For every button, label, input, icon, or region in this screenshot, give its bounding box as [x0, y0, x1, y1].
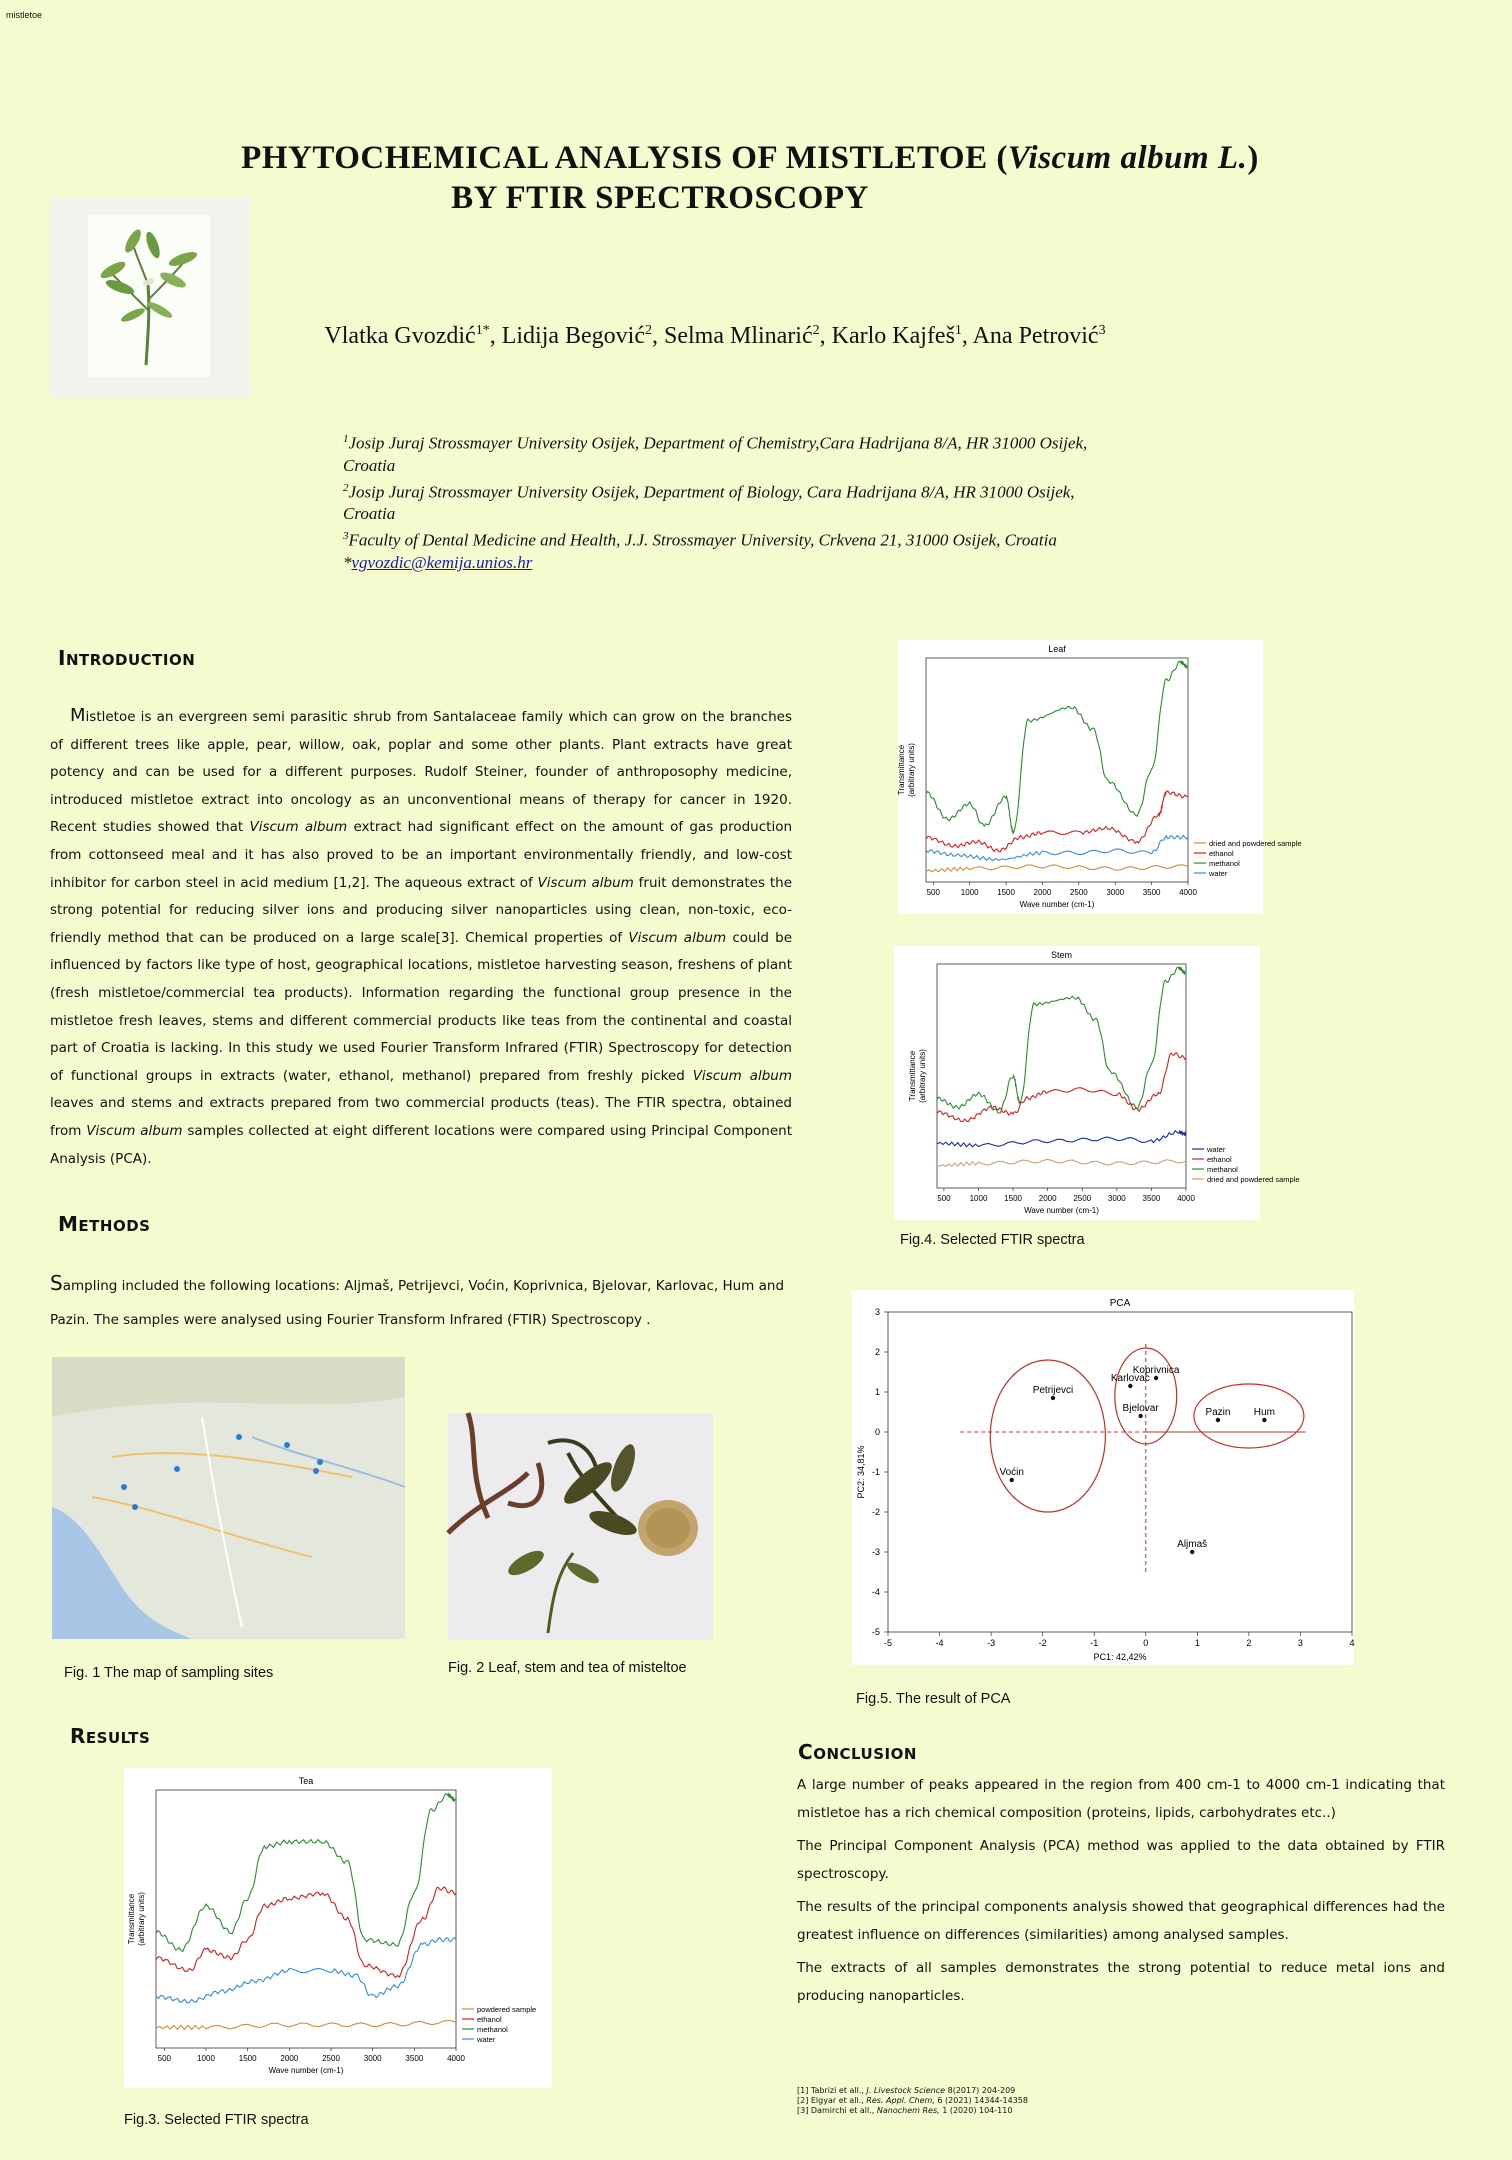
- x-tick-label: -2: [1038, 1638, 1047, 1648]
- title-line1: PHYTOCHEMICAL ANALYSIS OF MISTLETOE (Viscum album L.): [241, 140, 1259, 176]
- results-heading: RESULTS: [70, 1724, 151, 1748]
- legend-label: water: [1209, 869, 1228, 878]
- fig4-caption: Fig.4. Selected FTIR spectra: [900, 1232, 1085, 1248]
- legend-label: methanol: [1209, 859, 1240, 868]
- pca-chart: [852, 1290, 1354, 1665]
- leaf-stem-tea-photo: [448, 1413, 713, 1640]
- pca-point-label: Petrijevci: [1032, 1385, 1074, 1396]
- fig5-caption: Fig.5. The result of PCA: [856, 1691, 1011, 1707]
- introduction-heading: INTRODUCTION: [58, 646, 196, 670]
- pca-point: [1010, 1478, 1014, 1482]
- x-axis-label: Wave number (cm-1): [268, 2066, 344, 2075]
- series-line-0: [926, 865, 1188, 872]
- plot-frame: [888, 1312, 1352, 1632]
- x-tick-label: 4: [1349, 1638, 1355, 1648]
- x-tick-label: 1000: [969, 1194, 988, 1203]
- y-tick-label: -5: [871, 1627, 880, 1637]
- reference-3: [3] Damirchi et all., Nanochem Res, 1 (2020) 104-110: [797, 2106, 1013, 2115]
- pca-point: [1262, 1418, 1266, 1422]
- reference-2: [2] Elgyar et all., Res. Appl. Chem, 6 (2021) 14344-14358: [797, 2096, 1028, 2105]
- mistletoe-illustration: [50, 197, 250, 397]
- x-tick-label: 3500: [405, 2054, 424, 2063]
- pca-point-label: Koprivnica: [1132, 1365, 1180, 1376]
- affiliation-1: $^1$Josip Juraj Strossmayer University Osijek, Department of Chemistry,Cara Hadrijana 8/A, HR 31000 Osijek, Croatia: [343, 433, 1088, 475]
- x-tick-label: 2500: [1073, 1194, 1092, 1203]
- page-tab-label: mistletoe: [6, 10, 43, 20]
- references: [797, 2086, 1028, 2116]
- pca-point-label: Aljmaš: [1177, 1539, 1208, 1550]
- mistletoe-plant-icon: [88, 215, 210, 377]
- y-axis-label: (arbitrary units): [137, 1892, 146, 1946]
- x-tick-label: 500: [926, 888, 940, 897]
- stem-ftir-chart: [894, 946, 1300, 1220]
- x-tick-label: 2: [1246, 1638, 1252, 1648]
- x-tick-label: 3: [1297, 1638, 1303, 1648]
- chart-title: Stem: [1050, 950, 1073, 960]
- affiliations: [343, 428, 1123, 574]
- pca-point-label: Bjelovar: [1122, 1403, 1159, 1414]
- x-tick-label: 3500: [1142, 1194, 1161, 1203]
- y-axis-label: (arbitrary units): [918, 1049, 927, 1103]
- x-tick-label: 2500: [322, 2054, 340, 2063]
- y-axis-label: Transmittance: [908, 1050, 917, 1102]
- plot-frame: [937, 964, 1186, 1188]
- y-tick-label: 2: [874, 1347, 880, 1357]
- methods-heading: METHODS: [58, 1212, 151, 1236]
- conclusion-p3: The results of the principal components analysis showed that geographical differences had the greatest influence on differences (similarities) among analysed samples.: [797, 1899, 1445, 1943]
- y-tick-label: -3: [871, 1547, 880, 1557]
- y-tick-label: -4: [871, 1587, 880, 1597]
- y-axis-label: (arbitrary units): [907, 743, 916, 797]
- x-tick-label: 500: [937, 1194, 951, 1203]
- x-tick-label: 4000: [1179, 888, 1197, 897]
- x-tick-label: 3000: [1107, 1194, 1126, 1203]
- plot-frame: [156, 1790, 456, 2048]
- x-axis-label: PC1: 42,42%: [1093, 1652, 1147, 1662]
- pca-point-label: Pazin: [1205, 1407, 1231, 1418]
- legend-label: methanol: [477, 2025, 508, 2034]
- y-tick-label: -2: [871, 1507, 880, 1517]
- leaf-chart-card: [897, 640, 1302, 914]
- series-line-3: [926, 835, 1188, 860]
- legend-label: water: [477, 2035, 496, 2044]
- legend-label: powdered sample: [477, 2005, 537, 2014]
- pca-point: [1190, 1550, 1194, 1554]
- legend-label: methanol: [1207, 1165, 1238, 1174]
- pca-point: [1128, 1384, 1132, 1388]
- tea-ftir-chart: [124, 1768, 552, 2088]
- series-line-0: [156, 2021, 456, 2030]
- mistletoe-image: [88, 215, 210, 377]
- y-tick-label: 0: [874, 1427, 880, 1437]
- series-line-1: [926, 791, 1188, 852]
- cluster-ellipse-west: [990, 1360, 1105, 1512]
- chart-title: Leaf: [1048, 644, 1066, 654]
- x-tick-label: 2000: [1038, 1194, 1057, 1203]
- authors: Vlatka Gvozdić$^{1*}$, Lidija Begović$^2$, Selma Mlinarić$^2$, Karlo Kajfeš$^1$, Ana Petrović$^3$: [324, 323, 1106, 349]
- pca-point: [1216, 1418, 1220, 1422]
- series-line-2: [156, 1794, 456, 1952]
- affiliation-3: $^3$Faculty of Dental Medicine and Health, J.J. Strossmayer University, Crkvena 21, 31000 Osijek, Croatia: [343, 530, 1057, 550]
- plot-frame: [926, 658, 1188, 882]
- x-tick-label: 500: [157, 2054, 172, 2063]
- series-line-0: [937, 1131, 1186, 1147]
- x-tick-label: 2000: [1033, 888, 1052, 897]
- map-icon: [52, 1357, 405, 1639]
- y-tick-label: 1: [874, 1387, 880, 1397]
- x-tick-label: 1: [1194, 1638, 1200, 1648]
- y-axis-label: Transmittance: [127, 1893, 136, 1945]
- x-tick-label: 3000: [1106, 888, 1125, 897]
- conclusion-text: [797, 1772, 1445, 2016]
- x-tick-label: 4000: [447, 2054, 465, 2063]
- methods-text: Sampling included the following locations: Aljmaš, Petrijevci, Voćin, Koprivnica, Bjelovar, Karlovac, Hum and Pazin. The samples were analysed using Fourier Transform Infrared (FTIR) Spectroscopy .: [50, 1271, 785, 1328]
- y-tick-label: -1: [871, 1467, 880, 1477]
- x-tick-label: -1: [1090, 1638, 1099, 1648]
- pca-chart-card: [852, 1290, 1354, 1665]
- tea-chart-card: [124, 1768, 552, 2088]
- x-tick-label: 1500: [997, 888, 1015, 897]
- stem-chart-card: [894, 946, 1300, 1220]
- leaf-ftir-chart: [897, 640, 1302, 914]
- x-tick-label: 2500: [1069, 888, 1088, 897]
- x-tick-label: -3: [987, 1638, 996, 1648]
- conclusion-p2: The Principal Component Analysis (PCA) method was applied to the data obtained by FTIR spectroscopy.: [797, 1838, 1445, 1882]
- legend-label: water: [1207, 1145, 1226, 1154]
- fig2-caption: Fig. 2 Leaf, stem and tea of misteltoe: [448, 1660, 687, 1676]
- conclusion-p1: A large number of peaks appeared in the region from 400 cm-1 to 4000 cm-1 indicating that mistletoe has a rich chemical composition (proteins, lipids, carbohydrates etc..): [797, 1777, 1445, 1821]
- x-tick-label: 3000: [363, 2054, 382, 2063]
- chart-title: Tea: [298, 1776, 314, 1786]
- conclusion-heading: CONCLUSION: [798, 1740, 917, 1764]
- fig3-caption: Fig.3. Selected FTIR spectra: [124, 2112, 309, 2128]
- pca-point: [1138, 1414, 1142, 1418]
- x-tick-label: -4: [935, 1638, 944, 1648]
- x-tick-label: 1500: [1004, 1194, 1022, 1203]
- x-tick-label: 1000: [197, 2054, 215, 2063]
- affiliation-2: $^2$Josip Juraj Strossmayer University Osijek, Department of Biology, Cara Hadrijana 8/A, HR 31000 Osijek, Croatia: [343, 481, 1075, 524]
- y-tick-label: 3: [874, 1307, 880, 1317]
- introduction-text: Mistletoe is an evergreen semi parasitic shrub from Santalaceae family which can grow on the branches of different trees like apple, pear, willow, oak, poplar and some other plants. Plant extracts have great potency and can be used for a different purposes. Rudolf Steiner, founder of anthroposophy medicine, introduced mistletoe extract into oncology as an unconventional means of therapy for cancer in 1920. Recent studies showed that Viscum album extract had significant effect on the amount of gas production from cottonseed meal and it has also proved to be an important environmentally friendly, and low-cost inhibitor for carbon steel in acid medium [1,2]. The aqueous extract of Viscum album fruit demonstrates the strong potential for reducing silver ions and producing silver nanoparticles using clean, non-toxic, eco-friendly method that can be produced on a large scale[3]. Chemical properties of Viscum album could be influenced by factors like type of host, geographical locations, mistletoe harvesting season, freshens of plant (fresh mistletoe/commercial tea products). Information regarding the functional group presence in the mistletoe fresh leaves, stems and different commercial products like teas from the continental and coastal part of Croatia is lacking. In this study we used Fourier Transform Infrared (FTIR) Spectroscopy for detection of functional groups in extracts (water, ethanol, methanol) prepared from freshly picked Viscum album leaves and stems and extracts prepared from two commercial products (teas). The FTIR spectra, obtained from Viscum album samples collected at eight different locations were compared using Principal Component Analysis (PCA).: [50, 705, 793, 1167]
- legend-label: ethanol: [477, 2015, 502, 2024]
- x-tick-label: 1000: [960, 888, 979, 897]
- pca-point: [1051, 1396, 1055, 1400]
- x-tick-label: -5: [883, 1638, 893, 1648]
- x-tick-label: 3500: [1142, 888, 1161, 897]
- pca-point-label: Karlovac: [1110, 1373, 1150, 1384]
- email-line: *vgvozdic@kemija.unios.hr: [343, 552, 533, 572]
- sampling-map: [52, 1357, 405, 1639]
- y-axis-label: PC2: 34,81%: [856, 1445, 866, 1499]
- series-line-2: [926, 661, 1188, 833]
- series-line-3: [937, 1159, 1186, 1166]
- poster-title: [200, 138, 1300, 218]
- x-tick-label: 2000: [280, 2054, 299, 2063]
- legend-label: ethanol: [1207, 1155, 1232, 1164]
- email-link[interactable]: vgvozdic@kemija.unios.hr: [351, 552, 533, 572]
- x-tick-label: 0: [1143, 1638, 1149, 1648]
- title-line2: BY FTIR SPECTROSCOPY: [451, 180, 869, 216]
- reference-1: [1] Tabrizi et all., J. Livestock Science 8(2017) 204-209: [797, 2086, 1016, 2095]
- x-axis-label: Wave number (cm-1): [1024, 1206, 1099, 1215]
- fig1-caption: Fig. 1 The map of sampling sites: [64, 1665, 274, 1681]
- conclusion-p4: The extracts of all samples demonstrates the strong potential to reduce metal ions and producing nanoparticles.: [797, 1960, 1445, 2004]
- y-axis-label: Transmittance: [897, 744, 906, 796]
- legend-label: dried and powdered sample: [1209, 839, 1302, 848]
- pca-point: [1154, 1376, 1158, 1380]
- series-line-3: [156, 1938, 456, 2003]
- leaf-stem-tea-icon: [448, 1413, 713, 1640]
- x-tick-label: 4000: [1177, 1194, 1195, 1203]
- series-line-1: [937, 1053, 1186, 1122]
- x-tick-label: 1500: [238, 2054, 257, 2063]
- pca-point-label: Hum: [1253, 1407, 1275, 1418]
- legend-label: dried and powdered sample: [1207, 1175, 1300, 1184]
- chart-title: PCA: [1109, 1298, 1131, 1309]
- legend-label: ethanol: [1209, 849, 1234, 858]
- pca-point-label: Voćin: [999, 1467, 1024, 1478]
- x-axis-label: Wave number (cm-1): [1019, 900, 1095, 909]
